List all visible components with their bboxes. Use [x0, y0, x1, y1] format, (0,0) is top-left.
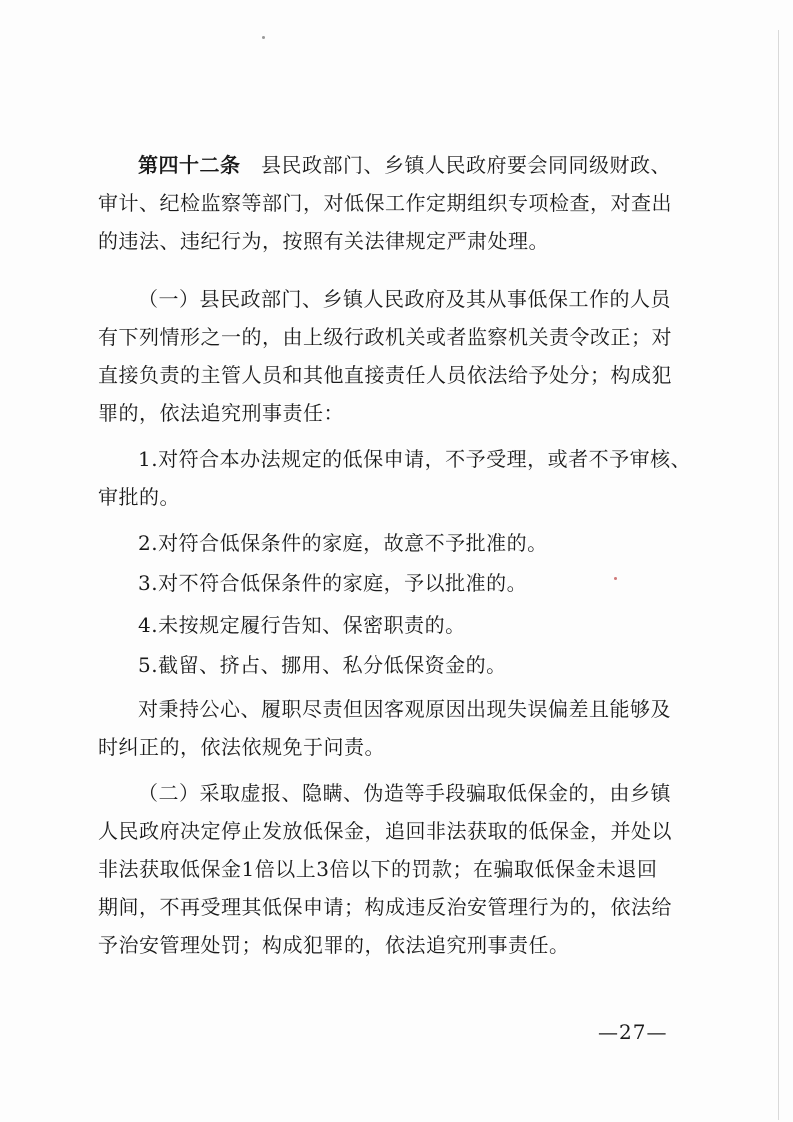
- section-one-line: 罪的，依法追究刑事责任：: [98, 401, 344, 425]
- section-two-line: 人民政府决定停止发放低保金，追回非法获取的低保金，并处以: [98, 819, 672, 843]
- list-item-line: 5.截留、挤占、挪用、私分低保资金的。: [138, 653, 507, 677]
- article-line: 的违法、违纪行为，按照有关法律规定严肃处理。: [98, 229, 549, 253]
- article-line: 审计、纪检监察等部门，对低保工作定期组织专项检查，对查出: [98, 191, 672, 215]
- exemption-line: 时纠正的，依法依规免于问责。: [98, 735, 385, 759]
- section-one-paragraph: [98, 280, 698, 432]
- section-two-line: 予治安管理处罚；构成犯罪的，依法追究刑事责任。: [98, 933, 570, 957]
- article-line: 县民政部门、乡镇人民政府要会同同级财政、: [261, 153, 671, 177]
- page-number: —27—: [598, 1020, 668, 1044]
- exemption-line: 对秉持公心、履职尽责但因客观原因出现失误偏差且能够及: [138, 697, 671, 721]
- list-item-line: 3.对不符合低保条件的家庭，予以批准的。: [138, 571, 528, 595]
- scan-speck: [262, 36, 265, 39]
- article-heading: 第四十二条: [138, 153, 241, 177]
- section-one-line: 直接负责的主管人员和其他直接责任人员依法给予处分；构成犯: [98, 363, 672, 387]
- page-edge-line: [778, 30, 779, 1120]
- list-item-1: [98, 440, 698, 516]
- list-item-5: [98, 646, 698, 684]
- list-item-2: [98, 524, 698, 562]
- list-item-line: 1.对符合本办法规定的低保申请，不予受理，或者不予审核、: [138, 447, 692, 471]
- section-one-line: （一）县民政部门、乡镇人民政府及其从事低保工作的人员: [138, 287, 671, 311]
- article-paragraph: [98, 146, 698, 260]
- section-one-line: 有下列情形之一的，由上级行政机关或者监察机关责令改正；对: [98, 325, 672, 349]
- list-item-line: 2.对符合低保条件的家庭，故意不予批准的。: [138, 531, 548, 555]
- article-first-line: [98, 146, 698, 184]
- list-item-3: [98, 564, 698, 602]
- section-two-line: 期间，不再受理其低保申请；构成违反治安管理行为的，依法给: [98, 895, 672, 919]
- section-two-line: 非法获取低保金1倍以上3倍以下的罚款；在骗取低保金未退回: [98, 857, 658, 881]
- list-item-line: 4.未按规定履行告知、保密职责的。: [138, 613, 466, 637]
- exemption-paragraph: [98, 690, 698, 766]
- section-two-paragraph: [98, 774, 698, 964]
- section-two-line: （二）采取虚报、隐瞒、伪造等手段骗取低保金的，由乡镇: [138, 781, 671, 805]
- list-item-4: [98, 606, 698, 644]
- list-item-line: 审批的。: [98, 485, 180, 509]
